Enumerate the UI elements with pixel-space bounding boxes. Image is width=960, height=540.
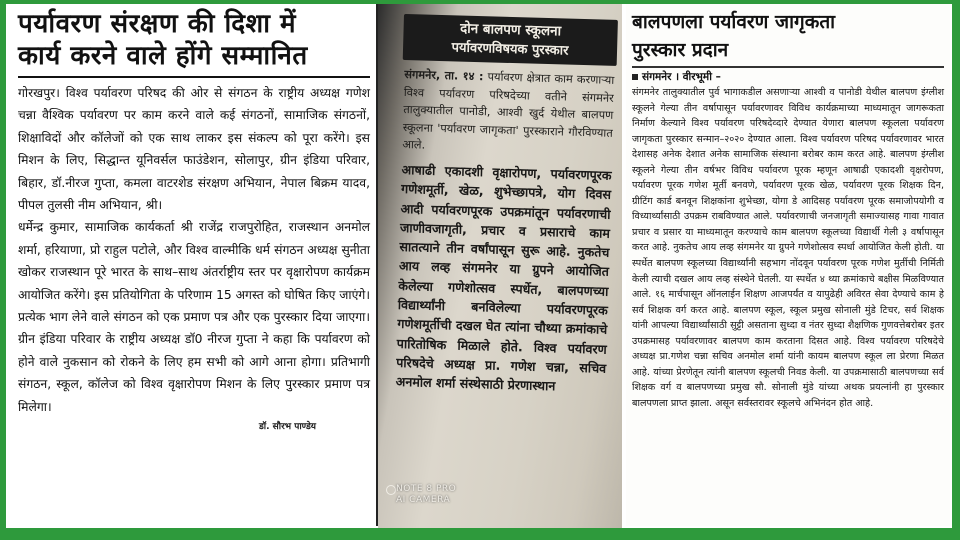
frame-left [0,0,6,540]
marathi-clipping [626,4,950,526]
photo-newspaper [390,14,618,528]
camera-lens-icon [386,485,396,495]
hindi-clipping [10,4,378,526]
frame-right [952,0,960,540]
hindi-headline-block [10,4,376,72]
photo-paragraph-1-text: पर्यावरण क्षेत्रात काम करणाऱ्या विश्व पर्यावरण परिषदेच्या वतीने संगमनेर तालुक्यातील पानोडी, आश्वी खुर्द येथील बालपण स्कूलना 'पर्यावरण जागृकता' पुरस्काराने गौरविण्यात आले. [402,70,615,153]
hindi-byline: डॉ. सौरभ पाण्डेय [258,422,316,433]
photo-headline-line1: दोन बालपण स्कूलना [459,20,562,40]
frame-bottom [0,528,960,540]
square-bullet-icon [632,74,638,80]
photo-article-body [393,160,613,397]
marathi-article-body [626,84,950,411]
marathi-headline-line1: बालपणला पर्यावरण जागृकता [632,11,836,33]
hindi-paragraph-1: गोरखपुर। विश्व पर्यावरण परिषद की ओर से संगठन के राष्ट्रीय अध्यक्ष गणेश चन्ना वैश्विक पर्यावरण पर काम करने वाले कई संगठनों, सामाजिक संगठनों, शिक्षाविदों और कॉलेजों को एक साथ लाकर इस संकल्प को पूरा करेंगे। इस मिशन के लिए, सिद्धान्त यूनिवर्सल फाउंडेशन, सोलापुर, ग्रीन इंडिया परिवार, बिहार, डॉ.नीरज गुप्ता, कमला वाटरशेड संरक्षण अभियान, नेपाल बिक्रम यादव, पीपल तुलसी नीम अभियान, श्री। [18,86,370,213]
camera-watermark [386,484,466,510]
photo-article-intro [400,66,616,160]
watermark-line1: NOTE 8 PRO [396,484,457,494]
photo-headline-line2: पर्यावरणविषयक पुरस्कार [451,40,569,59]
hindi-paragraph-2: धर्मेन्द्र कुमार, सामाजिक कार्यकर्ता श्री राजेंद्र राजपुरोहित, राजस्थान अनमोल शर्मा, हरियाणा, प्रो राहुल पटोले, और विश्व वाल्मीकि धर्म संगठन अध्यक्ष सुनीता खोकर राजस्थान पूरे भारत के साथ–साथ अंतर्राष्ट्रीय स्तर पर वृक्षारोपण कार्यक्रम आयोजित करेंगे। इस प्रतियोगिता के परिणाम 15 अगस्त को घोषित किए जाएंगे। प्रत्येक भाग लेने वाले संगठन को एक प्रमाण पत्र और एक पुरस्कार दिया जाएगा। ग्रीन इंडिया परिवार के राष्ट्रीय अध्यक्ष डॉ0 नीरज गुप्ता ने कहा कि पर्यावरण को होने वाले नुकसान को रोकने के लिए हम सभी को आगे आना होगा। प्रतिभागी संगठन, स्कूल, कॉलेज को विश्व वृक्षारोपण मिशन के लिए पुरस्कार प्रमाण पत्र मिलेगा। [18,220,370,414]
photo-paragraph-1 [402,66,614,160]
hindi-headline-line1: पर्यावरण संरक्षण की दिशा में [18,9,297,39]
marathi-headline-rule [632,66,944,68]
hindi-headline-line2: कार्य करने वाले होंगे सम्मानित [18,41,308,71]
photo-clipping [378,4,622,528]
photo-paragraph-2: आषाढी एकादशी वृक्षारोपण, पर्यावरणपूरक गणेशमूर्ती, खेळ, शुभेच्छापत्रे, योग दिवस आदी पर्यावरणपूरक उपक्रमांतून पर्यावरणाची जाणीवजागृती, प्रचार व प्रसाराचे काम सातत्याने तीन वर्षांपासून सुरू आहे. नुकतेच आय लव्ह संगमनेर या ग्रुपने आयोजित केलेल्या गणेशोत्सव स्पर्धेत, बालपणच्या विद्यार्थ्यांनी बनविलेल्या पर्यावरणपूरक गणेशमूर्तीची दखल घेत त्यांना चौथ्या क्रमांकाचे पारितोषिक मिळाले होते. विश्व पर्यावरण परिषदेचे अध्यक्ष प्रा. गणेश चन्ना, सचिव अनमोल शर्मा संस्थेसाठी प्रेरणास्थान [395,161,612,394]
camera-watermark-text [396,484,456,506]
photo-headline-box [403,14,618,66]
marathi-dateline-text: संगमनेर । वीरभूमी – [642,71,721,83]
marathi-paragraph-1: संगमनेर तालुक्यातील पुर्व भागाकडील असणाऱ्या आश्वी व पानोडी येथील बालपण इंग्लीश स्कूलने गेल्या तीन वर्षापासून पर्यावरणावर विविध कार्यक्रमाच्या माध्यमातून जागरूकता निर्माण केल्याने विश्व पर्यावरण परिषदेव्दारे देण्यात येणारा बालपण स्कूलला पर्यावरण जागृकता पुरस्कार सन्मान–२०२० देण्यात आला. विश्व पर्यावरण परिषद पर्यावरणावर भारत देशासह अनेक देशात अनेक सामाजिक संस्थाना बरोबर काम करत आहे. बालपण इंग्लीश स्कूलने गेल्या तीन वर्षभर विविध पर्यावरण पूरक म्हणून आषाढी एकादशी वृक्षरोपण, पर्यावरण पूरक गणेश मूर्ती बनवणे, पर्यावरण पूरक खेळ, पर्यावरण पूरक शिक्षक दिन, ग्रीटिंग कार्ड बनवून शिक्षकांना शुभेच्छा, योगा डे आदिसह पर्यावरण पूरक समाजोपयोगी व विध्यार्थ्यांसाठी उपक्रम राबविण्यात आले. पर्यावरणाची जनजागृती समाज्यासह गावा गावात प्रचार व प्रसार या माध्यमातून करण्याचे काम बालपण स्कूलच्या विद्यार्थी गेली ३ वर्षापासून करत आहे. नुकतेच आय लव्ह संगमनेर या ग्रुपने गणेशोत्सव स्पर्धा आयोजित केली होती. या स्पर्धेत बालपण स्कूलच्या विद्यार्थ्यांनी सहभाग नोंदवून पर्यावरण पूरक गणेश मुर्तीची निर्मिती केली त्याची दखल आय लव्ह संस्थेने घेतली. या स्पर्धेत ४ थ्या क्रमांकाचे बक्षीस मिळविण्यात आले. १६ मार्चपासून ऑनलाईन शिक्षण आजपर्यंत व यापुढेही अविरत सेवा देण्याचे काम हे सर्व शिक्षक वर्ग करत आहे. बालपण स्कूल, स्कूल प्रमुख सोनाली मुंडे टिचर, सर्व शिक्षक यांनी आपल्या विद्यार्थ्यांसाठी सुट्टी असताना सुध्दा व नंतर सुध्दा शैक्षणिक गुणवत्तेबरोबर इतर उपक्रमासह पर्यावरणावर बालपण काम करताना दिसत आहे. विश्व पर्यावरण परिषदेचे अध्यक्ष प्रा.गणेश चन्ना सचिव अनमोल शर्मा यांनी कायम बालपण स्कूल ला प्रेरणा मिळत आहे. यांच्या प्रेरणेतून त्यांनी बालपण स्कूलची निवड केली. या उपक्रमासाठी बालपणच्या सर्व शिक्षक वर्ग व बालपणच्या प्रमुख सौ. सोनाली मुंडे यांच्या अथक प्रयत्नांनी हा पुरस्कार बालपणला प्राप्त झाला. असून सर्वस्तरावर स्कूलचे अभिनंदन होत आहे. [632,87,944,409]
watermark-line2: AI CAMERA [396,495,451,505]
photo-dateline: संगमनेर, ता. १४ : [404,68,484,84]
hindi-headline-rule [18,76,370,78]
hindi-article-body [10,80,376,418]
marathi-headline-line2: पुरस्कार प्रदान [632,39,729,61]
marathi-dateline [626,70,950,84]
